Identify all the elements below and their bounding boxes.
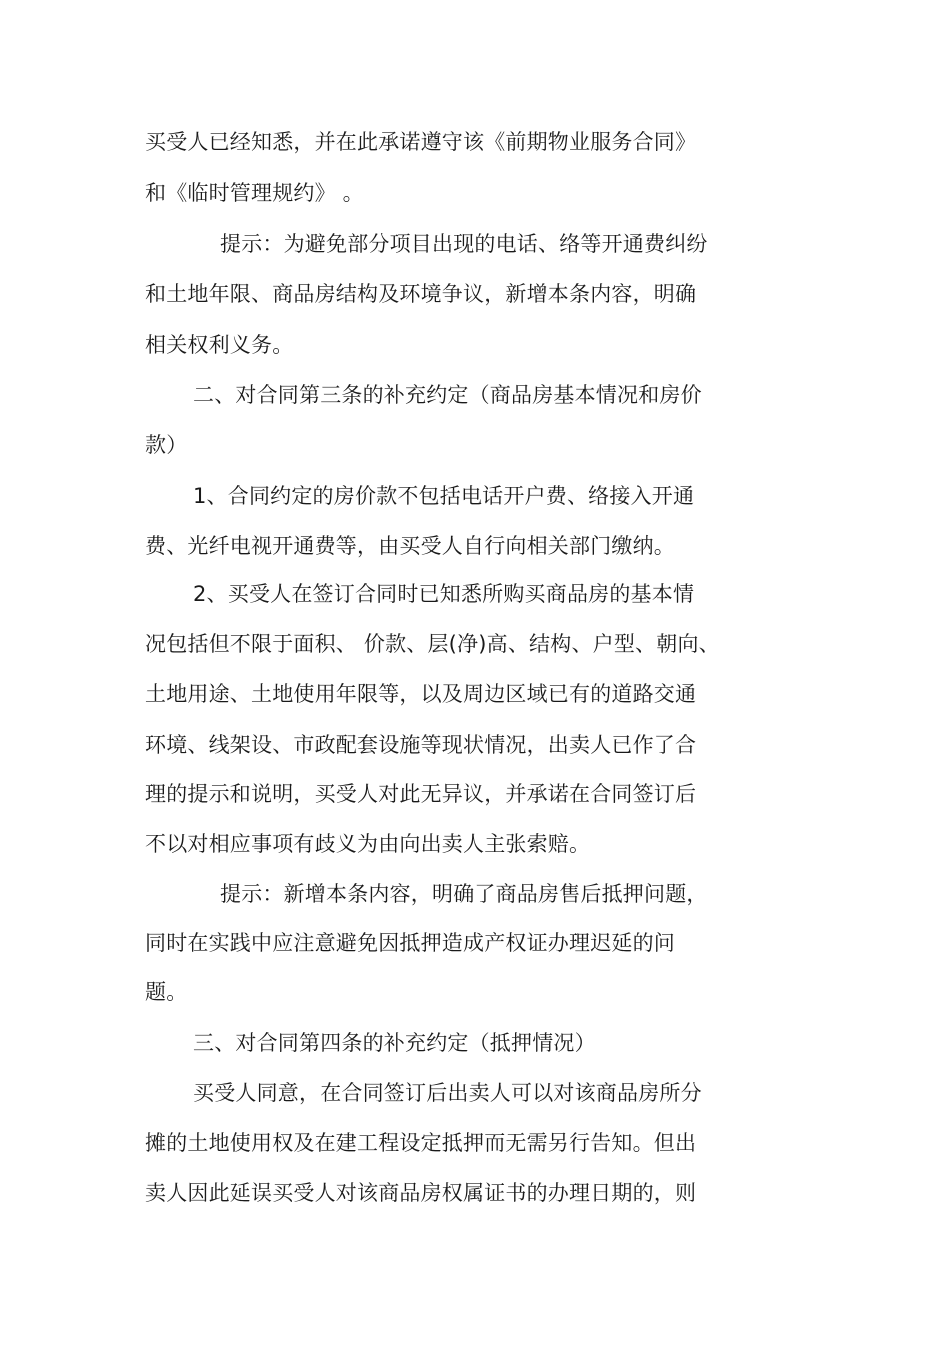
text-line: 买受人同意，在合同签订后出卖人可以对该商品房所分 [193, 1081, 702, 1105]
text-line: 和土地年限、商品房结构及环境争议，新增本条内容，明确 [145, 282, 697, 306]
text-line: 土地用途、土地使用年限等，以及周边区域已有的道路交通 [145, 682, 697, 706]
text-line: 1、合同约定的房价款不包括电话开户费、络接入开通 [193, 484, 695, 508]
text-line: 不以对相应事项有歧义为由向出卖人主张索赔。 [145, 832, 591, 856]
text-line: 环境、线架设、市政配套设施等现状情况，出卖人已作了合 [145, 733, 697, 757]
hint-line: 提示：为避免部分项目出现的电话、络等开通费纠纷 [220, 232, 708, 256]
text-line: 买受人已经知悉，并在此承诺遵守该《前期物业服务合同》 [145, 130, 697, 154]
text-line: 理的提示和说明，买受人对此无异议，并承诺在合同签订后 [145, 782, 697, 806]
text-line: 同时在实践中应注意避免因抵押造成产权证办理迟延的问 [145, 931, 675, 955]
text-line: 款） [145, 433, 188, 457]
text-line: 摊的土地使用权及在建工程设定抵押而无需另行告知。但出 [145, 1131, 697, 1155]
text-line: 题。 [145, 980, 188, 1004]
section-heading: 三、对合同第四条的补充约定（抵押情况） [193, 1031, 596, 1055]
text-line: 相关权利义务。 [145, 333, 294, 357]
text-line: 卖人因此延误买受人对该商品房权属证书的办理日期的，则 [145, 1181, 697, 1205]
text-line: 2、买受人在签订合同时已知悉所购买商品房的基本情 [193, 582, 695, 606]
text-line: 况包括但不限于面积、 价款、层(净)高、结构、户型、朝向、 [145, 632, 720, 656]
text-line: 和《临时管理规约》 。 [145, 181, 364, 205]
hint-line: 提示：新增本条内容，明确了商品房售后抵押问题， [220, 882, 708, 906]
section-heading: 二、对合同第三条的补充约定（商品房基本情况和房价 [193, 383, 702, 407]
text-line: 费、光纤电视开通费等，由买受人自行向相关部门缴纳。 [145, 534, 675, 558]
